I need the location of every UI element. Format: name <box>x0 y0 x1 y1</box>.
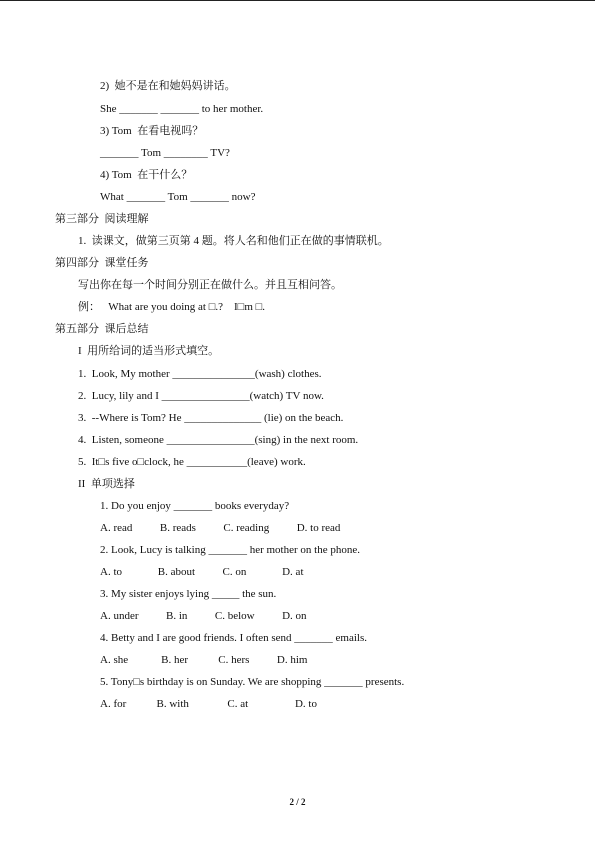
fill-blank-item-2: 2. Lucy, lily and I ________________(watch) TV now. <box>78 390 324 402</box>
mc-options-2: A. to B. about C. on D. at <box>100 566 304 578</box>
fill-blank-item-1: 1. Look, My mother _______________(wash) clothes. <box>78 368 322 380</box>
sentence-4-english-blank: What _______ Tom _______ now? <box>100 191 256 203</box>
sentence-3-chinese: 3) Tom 在看电视吗？ <box>100 125 204 137</box>
sentence-3-english-blank: _______ Tom ________ TV? <box>100 147 230 159</box>
section-4-heading: 第四部分 课堂任务 <box>55 257 149 269</box>
sentence-2-chinese: 2) 她不是在和她妈妈讲话。 <box>100 80 236 92</box>
sentence-4-chinese: 4) Tom 在干什么？ <box>100 169 193 181</box>
mc-question-4: 4. Betty and I are good friends. I often send _______ emails. <box>100 632 367 644</box>
mc-options-4: A. she B. her C. hers D. him <box>100 654 308 666</box>
sentence-2-english-blank: She _______ _______ to her mother. <box>100 103 264 115</box>
mc-options-3: A. under B. in C. below D. on <box>100 610 307 622</box>
mc-question-5: 5. Tony□s birthday is on Sunday. We are shopping _______ presents. <box>100 676 405 688</box>
mc-question-2: 2. Look, Lucy is talking _______ her mother on the phone. <box>100 544 360 556</box>
page-number: 2 / 2 <box>289 797 306 807</box>
mc-options-5: A. for B. with C. at D. to <box>100 698 317 710</box>
mc-options-1: A. read B. reads C. reading D. to read <box>100 522 341 534</box>
section-3-heading: 第三部分 阅读理解 <box>55 213 149 225</box>
fill-blank-item-5: 5. It□s five o□clock, he ___________(leave) work. <box>78 456 306 468</box>
part-ii-heading: II 单项选择 <box>78 478 135 490</box>
fill-blank-item-4: 4. Listen, someone ________________(sing) in the next room. <box>78 434 359 446</box>
section-3-task: 1. 读课文，做第三页第 4 题。将人名和他们正在做的事情联机。 <box>78 235 389 247</box>
section-5-heading: 第五部分 课后总结 <box>55 323 149 335</box>
part-i-instruction: I 用所给词的适当形式填空。 <box>78 345 220 357</box>
mc-question-1: 1. Do you enjoy _______ books everyday? <box>100 500 290 512</box>
mc-question-3: 3. My sister enjoys lying _____ the sun. <box>100 588 277 600</box>
section-4-example: 例： What are you doing at □.? I□m □. <box>78 301 266 313</box>
page-top-rule <box>0 0 595 1</box>
section-4-task: 写出你在每一个时间分别正在做什么。并且互相问答。 <box>78 279 342 291</box>
fill-blank-item-3: 3. --Where is Tom? He ______________ (lie) on the beach. <box>78 412 344 424</box>
